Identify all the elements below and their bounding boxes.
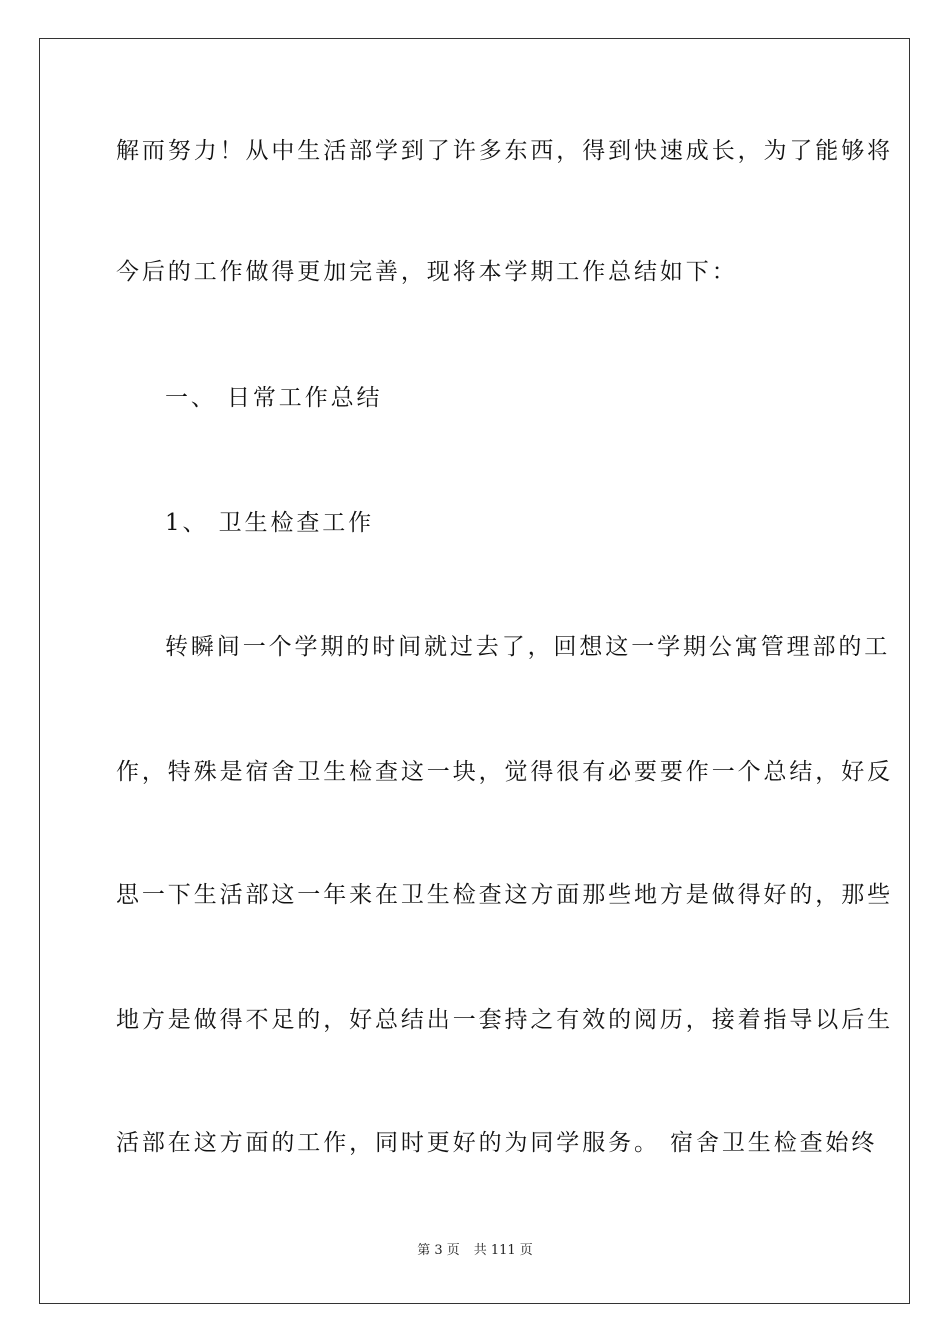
page-number: 第 3 页 bbox=[417, 1243, 460, 1258]
page-frame bbox=[39, 38, 910, 1304]
body-text-line: 转瞬间一个学期的时间就过去了，回想这一学期公寓管理部的工 bbox=[165, 634, 891, 660]
page-footer bbox=[0, 1243, 950, 1259]
page-total: 共 111 页 bbox=[473, 1243, 533, 1258]
body-text-line: 活部在这方面的工作，同时更好的为同学服务。 宿舍卫生检查始终 bbox=[116, 1130, 878, 1156]
section-heading: 一、 日常工作总结 bbox=[165, 385, 383, 411]
subsection-heading: 1、 卫生检查工作 bbox=[165, 510, 375, 536]
body-text-line: 今后的工作做得更加完善，现将本学期工作总结如下： bbox=[116, 259, 738, 285]
body-text-line: 解而努力！从中生活部学到了许多东西，得到快速成长，为了能够将 bbox=[116, 138, 893, 164]
body-text-line: 思一下生活部这一年来在卫生检查这方面那些地方是做得好的，那些 bbox=[116, 882, 893, 908]
body-text-line: 地方是做得不足的，好总结出一套持之有效的阅历，接着指导以后生 bbox=[116, 1007, 893, 1033]
body-text-line: 作，特殊是宿舍卫生检查这一块，觉得很有必要要作一个总结，好反 bbox=[116, 759, 893, 785]
